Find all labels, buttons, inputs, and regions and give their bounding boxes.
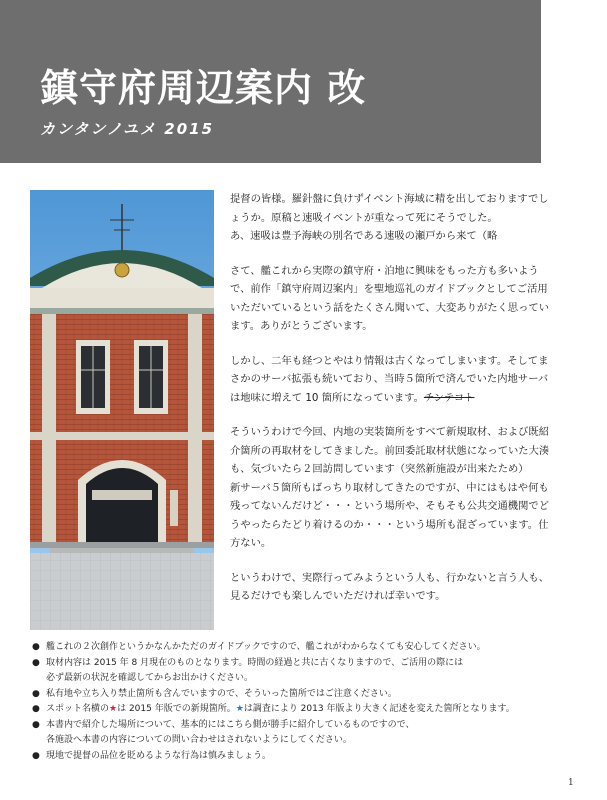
paragraph-servers-text: しかし、二年も経つとやはり情報は古くなってしまいます。そしてまさかのサーバ拡張も続いており、当時５箇所で済んでいた内地サーバは地味に増えて 10 箇所になっています。 <box>230 354 549 404</box>
note-item: ● 私有地や立ち入り禁止箇所も含んでいますので、そういった箇所ではご注意ください。 <box>32 687 577 703</box>
strikethrough-note: チンテコト <box>423 391 475 404</box>
note-text: は調査により 2013 年版より大きく記述を変えた箇所となります。 <box>243 704 515 714</box>
star-new-icon: ★ <box>109 704 118 714</box>
page-number: 1 <box>568 778 574 788</box>
notes-list <box>32 640 577 764</box>
note-item: ● 艦これの２次創作というかなんかただのガイドブックですので、艦これがわからなくても安心してください。 <box>32 640 577 656</box>
page-subtitle: カンタンノユメ 2015 <box>40 120 215 138</box>
paragraph-closing: というわけで、実際行ってみようという人も、行かないと言う人も、見るだけでも楽しんでいただければ幸いです。 <box>230 571 549 602</box>
page-title: 鎮守府周辺案内 改 <box>40 66 367 110</box>
note-item: ● 現地で提督の品位を貶めるような行為は慎みましょう。 <box>32 749 577 765</box>
building-photo <box>30 190 214 630</box>
note-item: ● 本書内で紹介した場所について、基本的にはこちら側が勝手に紹介しているものですので、 <box>32 718 577 734</box>
note-text: は 2015 年版での新規箇所。 <box>117 704 236 714</box>
note-item: ● 取材内容は 2015 年 8 月現在のものとなります。時間の経過と共に古くなりますので、ご活用の際には <box>32 656 577 672</box>
note-item-continued: 各施設へ本書の内容についての問い合わせはされないようにしてください。 <box>46 735 352 745</box>
note-text: スポット名横の <box>46 704 110 714</box>
paragraph-research: そういうわけで今回、内地の実装箇所をすべて新規取材、および既紹介箇所の再取材をしてきました。前回委託取材状態になっていた大湊も、気づいたら２回訪問しています（突然新施設が出来たため） 新サーバ５箇所もばっちり取材してきたのですが、中にはもはや何も残ってないんだけど・・・という場所や、そもそも公共交通機関でどうやったらたどり着けるのか・・・という場所も混ざっています。仕方ない。 <box>230 426 550 549</box>
paragraph-servers <box>230 352 552 408</box>
paragraph-greeting: 提督の皆様。羅針盤に負けずイベント海域に精を出しておりますでしょうか。原稿と速吸イベントが重なって死にそうでした。 あ、速吸は豊予海峡の別名である速吸の瀬戸から来て（略 <box>230 193 549 242</box>
header-band <box>0 0 541 163</box>
intro-text <box>230 190 552 622</box>
star-revised-icon: ★ <box>235 704 244 714</box>
paragraph-thanks: さて、艦これから実際の鎮守府・泊地に興味をもった方も多いようで、前作「鎮守府周辺案内」を聖地巡礼のガイドブックとしてご活用いただいているという話をたくさん聞いて、大変ありがたく思っています。ありがとうございます。 <box>230 264 549 332</box>
note-item-stars <box>32 702 577 718</box>
note-item-continued: 必ず最新の状況を確認してからお出かけください。 <box>46 673 254 683</box>
